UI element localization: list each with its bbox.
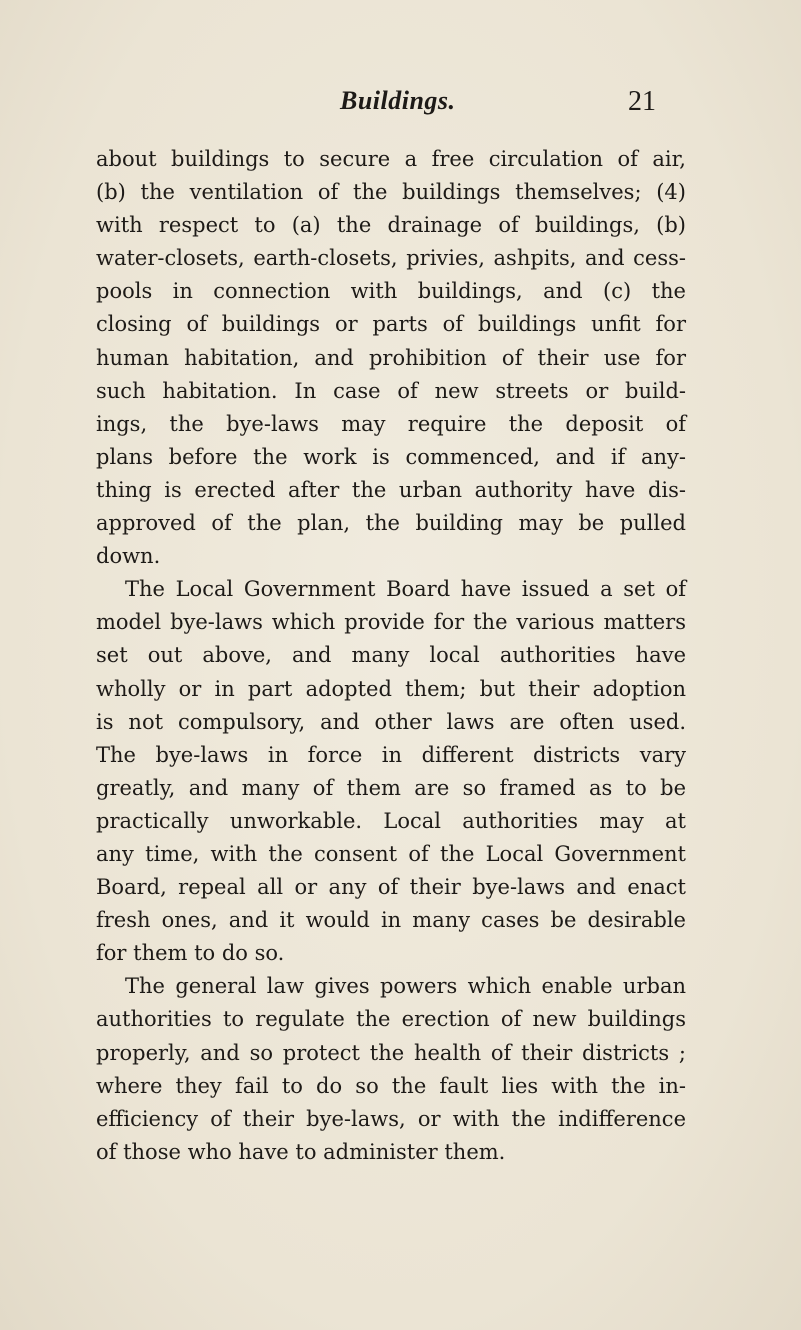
text-line: for them to do so. — [96, 941, 285, 966]
text-line: any time, with the consent of the Local Government — [96, 841, 686, 866]
text-line: plans before the work is commenced, and if any- — [96, 444, 686, 469]
text-line: thing is erected after the urban authority have dis- — [96, 477, 686, 502]
text-line: greatly, and many of them are so framed as to be — [96, 775, 686, 800]
text-line: practically unworkable. Local authorities may at — [96, 808, 686, 833]
body-text — [96, 143, 686, 1169]
text-line: water-closets, earth-closets, privies, ashpits, and cess- — [96, 246, 686, 271]
text-line: pools in connection with buildings, and (c) the — [96, 279, 686, 304]
text-line: authorities to regulate the erection of new buildings — [96, 1007, 686, 1032]
text-line: model bye-laws which provide for the various matters — [96, 610, 686, 635]
text-line: Board, repeal all or any of their bye-laws and enact — [96, 875, 686, 900]
text-line: set out above, and many local authorities have — [96, 643, 686, 668]
text-line: where they fail to do so the fault lies with the in- — [96, 1073, 686, 1098]
text-line: down. — [96, 544, 161, 569]
text-line: The general law gives powers which enable urban — [125, 974, 686, 999]
paragraph — [96, 970, 686, 1169]
text-line: approved of the plan, the building may be pulled — [96, 511, 686, 536]
text-line: The bye-laws in force in different districts vary — [96, 742, 686, 767]
text-line: about buildings to secure a free circulation of air, — [96, 147, 686, 171]
running-title: Buildings. — [340, 86, 456, 115]
text-line: ings, the bye-laws may require the deposit of — [96, 411, 686, 436]
text-line: (b) the ventilation of the buildings themselves; (4) — [96, 180, 686, 205]
text-line: human habitation, and prohibition of their use for — [96, 345, 686, 370]
paragraphs — [96, 143, 686, 1169]
text-line: fresh ones, and it would in many cases be desirable — [96, 908, 686, 933]
running-head — [0, 86, 801, 126]
text-line: wholly or in part adopted them; but their adoption — [96, 676, 686, 701]
text-line: with respect to (a) the drainage of buildings, (b) — [96, 213, 686, 238]
text-line: closing of buildings or parts of buildings unfit for — [96, 312, 686, 337]
text-line: of those who have to administer them. — [96, 1139, 506, 1164]
paragraph — [96, 573, 686, 970]
text-line: such habitation. In case of new streets or build- — [96, 378, 686, 403]
paragraph — [96, 143, 686, 573]
text-line: The Local Government Board have issued a set of — [125, 577, 686, 602]
text-line: properly, and so protect the health of their districts ; — [96, 1040, 686, 1065]
text-line: is not compulsory, and other laws are often used. — [96, 709, 686, 734]
text-line: efficiency of their bye-laws, or with the indifference — [96, 1106, 686, 1131]
page-number: 21 — [628, 86, 656, 117]
